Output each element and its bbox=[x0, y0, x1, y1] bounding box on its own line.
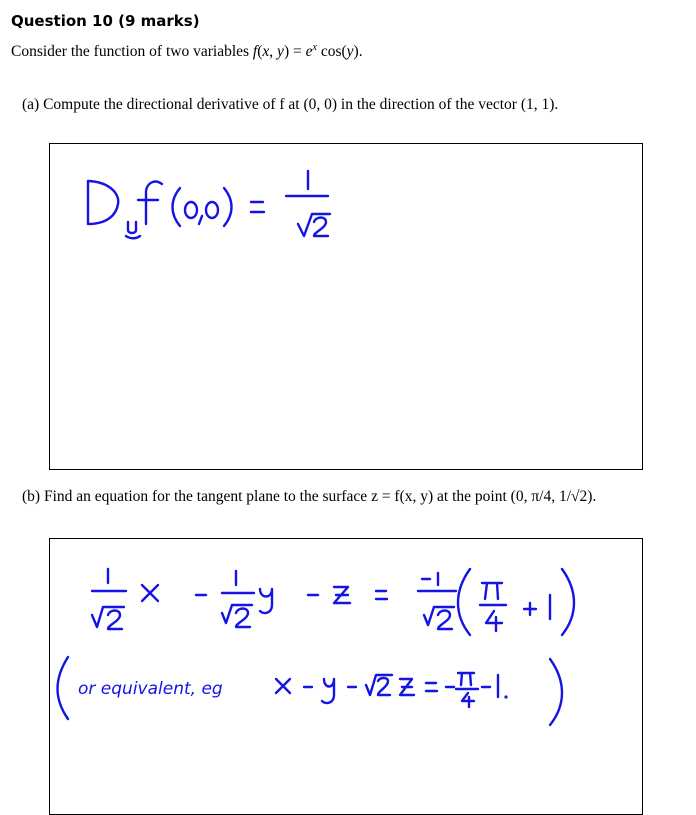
handwriting-answer-b bbox=[50, 539, 642, 814]
handwritten-note: or equivalent, eg bbox=[78, 679, 223, 699]
handwriting-answer-a bbox=[50, 144, 642, 469]
answer-box-a[interactable] bbox=[49, 143, 643, 470]
answer-box-b[interactable] bbox=[49, 538, 643, 815]
part-a-text: Compute the directional derivative of f at (0, 0) in the direction of the vector (1, 1). bbox=[43, 96, 559, 113]
part-b-prompt bbox=[22, 488, 596, 506]
part-a-label: (a) bbox=[22, 96, 40, 113]
question-title: Question 10 (9 marks) bbox=[11, 12, 200, 30]
part-b-label: (b) bbox=[22, 488, 41, 505]
part-b-text: Find an equation for the tangent plane to the surface z = f(x, y) at the point (0, π/4, 1/√2). bbox=[43, 488, 597, 505]
question-prompt-text bbox=[11, 42, 12, 43]
question-prompt: Consider the function of two variables f(x, $y) = e^x$ cos(y). bbox=[11, 42, 363, 61]
part-a-prompt bbox=[22, 96, 558, 114]
